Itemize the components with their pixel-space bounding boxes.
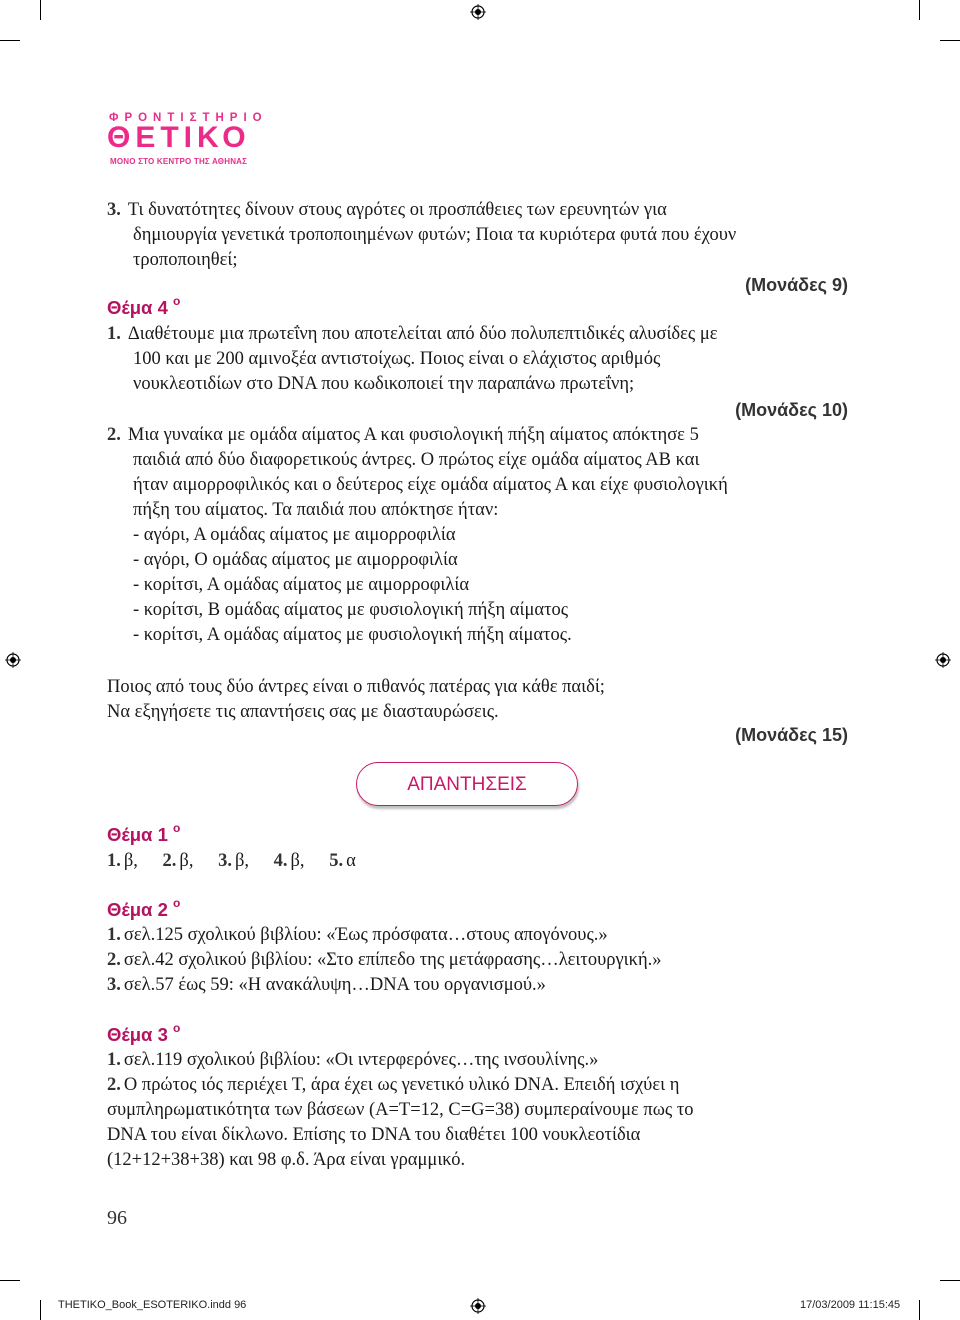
answer-line: 2. Ο πρώτος ιός περιέχει Τ, άρα έχει ως γενετικό υλικό DNA. Επειδή ισχύει η xyxy=(107,1075,680,1095)
question-text: Μια γυναίκα με ομάδα αίματος Α και φυσιολογική πήξη αίματος απόκτησε 5 xyxy=(127,425,699,445)
question-4-1-line: νουκλεοτιδίων στο DNA που κωδικοποιεί την παραπάνω πρωτεΐνη; xyxy=(133,374,635,394)
answers-banner xyxy=(356,762,578,806)
marks-label: (Μονάδες 9) xyxy=(745,275,848,295)
footer-timestamp: 17/03/2009 11:15:45 xyxy=(800,1299,901,1311)
question-number: 1. xyxy=(107,324,121,344)
logo-main-text: ΘΕΤΙΚΟ xyxy=(107,121,251,154)
answer-item: 1. β, xyxy=(107,851,138,871)
question-number: 2. xyxy=(107,425,121,445)
question-4-2-prompt: Να εξηγήσετε τις απαντήσεις σας με διασταυρώσεις. xyxy=(107,702,499,722)
question-4-1-line xyxy=(107,322,718,347)
crop-mark xyxy=(0,40,20,41)
list-item: - κορίτσι, Β ομάδας αίματος με φυσιολογική πήξη αίματος xyxy=(133,600,569,620)
registration-mark-icon xyxy=(470,4,486,20)
list-item: - κορίτσι, Α ομάδας αίματος με φυσιολογική πήξη αίματος. xyxy=(133,625,572,645)
answer-item: 5. α xyxy=(329,851,356,871)
crop-mark xyxy=(940,1280,960,1281)
list-item: - αγόρι, Ο ομάδας αίματος με αιμορροφιλία xyxy=(133,550,458,570)
logo-top-text: ΦΡΟΝΤΙΣΤΗΡΙΟ xyxy=(109,112,268,124)
theme-4-heading: Θέμα 4 $^o$ xyxy=(107,294,181,319)
question-4-2-line: ήταν αιμορροφιλικός και ο δεύτερος είχε ομάδα αίματος Α και είχε φυσιολογική xyxy=(133,475,728,495)
registration-mark-icon xyxy=(5,652,21,668)
answers-theme-1-row xyxy=(107,849,376,874)
question-3-line: δημιουργία γενετικά τροποποιημένων φυτών; Ποια τα κυριότερα φυτά που έχουν xyxy=(133,225,737,245)
question-text: Διαθέτουμε μια πρωτεΐνη που αποτελείται από δύο πολυπεπτιδικές αλυσίδες με xyxy=(127,324,718,344)
answer-item: 3. β, xyxy=(218,851,250,871)
crop-mark xyxy=(40,1300,41,1320)
crop-mark xyxy=(940,40,960,41)
question-text: Τι δυνατότητες δίνουν στους αγρότες οι προσπάθειες των ερευνητών για xyxy=(127,200,667,220)
footer-file-name: THETIKO_Book_ESOTERIKO.indd 96 xyxy=(58,1299,247,1311)
crop-mark xyxy=(40,0,41,20)
crop-mark xyxy=(919,1300,920,1320)
answers-theme-3-heading: Θέμα 3 $^o$ xyxy=(107,1021,181,1046)
question-4-2-line: πήξη του αίματος. Τα παιδιά που απόκτησε ήταν: xyxy=(133,500,499,520)
crop-mark xyxy=(919,0,920,20)
question-number: 3. xyxy=(107,200,121,220)
question-3-line xyxy=(107,198,667,223)
question-4-1-line: 100 και με 200 αμινοξέα αντιστοίχως. Ποιος είναι ο ελάχιστος αριθμός xyxy=(133,349,661,369)
question-4-2-prompt: Ποιος από τους δύο άντρες είναι ο πιθανός πατέρας για κάθε παιδί; xyxy=(107,677,605,697)
registration-mark-icon xyxy=(935,652,951,668)
answer-line: 1. σελ.119 σχολικού βιβλίου: «Οι ιντερφερόνες…της ινσουλίνης.» xyxy=(107,1050,599,1070)
answers-banner-label: ΑΠΑΝΤΗΣΕΙΣ xyxy=(407,774,527,795)
registration-mark-icon xyxy=(470,1298,486,1314)
answer-line: 3. σελ.57 έως 59: «Η ανακάλυψη…DNA του οργανισμού.» xyxy=(107,975,546,995)
marks-label: (Μονάδες 15) xyxy=(735,725,848,745)
answers-theme-2-heading: Θέμα 2 $^o$ xyxy=(107,896,181,921)
answer-line: συμπληρωματικότητα των βάσεων (Α=Τ=12, C=G=38) συμπεραίνουμε πως το xyxy=(107,1100,694,1120)
marks-label: (Μονάδες 10) xyxy=(735,400,848,420)
answer-line: 1. σελ.125 σχολικού βιβλίου: «Έως πρόσφατα…στους απογόνους.» xyxy=(107,925,608,945)
answer-item: 4. β, xyxy=(273,851,305,871)
list-item: - κορίτσι, Α ομάδας αίματος με αιμορροφιλία xyxy=(133,575,470,595)
logo-sub-text: ΜΟΝΟ ΣΤΟ ΚΕΝΤΡΟ ΤΗΣ ΑΘΗΝΑΣ xyxy=(110,157,248,166)
answer-line: 2. σελ.42 σχολικού βιβλίου: «Στο επίπεδο της μετάφρασης…λειτουργική.» xyxy=(107,950,662,970)
question-3-line: τροποποιηθεί; xyxy=(133,250,238,270)
question-4-2-line: παιδιά από δύο διαφορετικούς άντρες. Ο πρώτος είχε ομάδα αίματος ΑΒ και xyxy=(133,450,700,470)
page-number: 96 xyxy=(107,1207,127,1229)
answers-theme-1-heading: Θέμα 1 $^o$ xyxy=(107,821,181,846)
list-item: - αγόρι, Α ομάδας αίματος με αιμορροφιλία xyxy=(133,525,456,545)
crop-mark xyxy=(0,1280,20,1281)
question-4-2-line xyxy=(107,423,699,448)
answer-line: (12+12+38+38) και 98 φ.δ. Άρα είναι γραμμικό. xyxy=(107,1150,466,1170)
answer-line: DNA του είναι δίκλωνο. Επίσης το DNA του διαθέτει 100 νουκλεοτίδια xyxy=(107,1125,641,1145)
answer-item: 2. β, xyxy=(162,851,194,871)
